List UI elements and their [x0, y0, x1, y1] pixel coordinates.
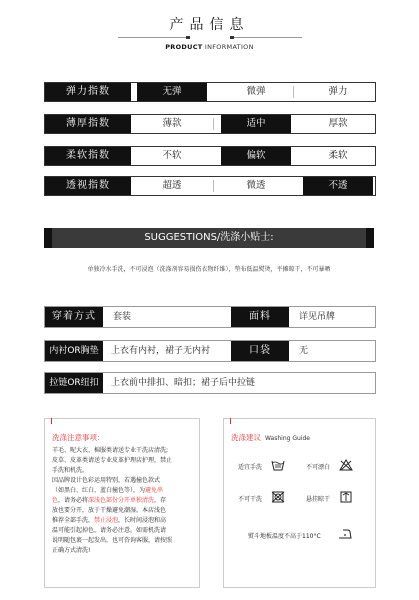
index-label: 薄厚指数 [45, 115, 131, 133]
pocket-label: 口袋 [231, 341, 289, 361]
wash-highlight: 色 [52, 497, 59, 504]
index-option-selected: 不透 [303, 177, 373, 195]
wash-notes-body [52, 446, 192, 556]
wear-style-label: 穿着方式 [45, 307, 103, 327]
subtitle-rest: INFORMATION [202, 43, 254, 51]
wash-line [52, 496, 192, 506]
wash-highlight: 避免串 [145, 487, 164, 494]
iron-icon [338, 528, 352, 540]
hand-wash-icon [271, 459, 285, 471]
care-label-no-bleach: 不可漂白 [306, 464, 331, 471]
page-title: 产品信息 [169, 17, 250, 33]
wash-line [52, 516, 192, 526]
lining-value: 上衣有内衬，裙子无内衬 [111, 346, 211, 356]
wash-line: 温可能引起掉色，请务必注意。如需机洗请 [52, 527, 167, 534]
wash-line-part: ，长时间浸泡和高 [118, 517, 167, 524]
index-label: 弹力指数 [45, 83, 131, 101]
fabric-value: 详见吊牌 [299, 312, 336, 322]
zipper-value: 上衣前中排扣、暗扣；裙子后中拉链 [111, 378, 256, 388]
care-label-no-dry-clean: 不可干洗 [238, 496, 263, 503]
wash-line: 因品牌设计色彩运用特别，若遇撞色款式 [52, 477, 161, 484]
banner-edge-left [44, 228, 52, 248]
care-label-hand-wash: 适宜手洗 [238, 464, 263, 471]
box-corner-mark [51, 418, 52, 424]
lining-label: 内衬OR胸垫 [45, 341, 103, 361]
wash-line: 手洗和机洗。 [52, 467, 89, 474]
index-label: 透视指数 [45, 177, 131, 195]
index-divider [293, 86, 294, 98]
lining-row [44, 340, 376, 362]
care-guide-box [223, 418, 376, 588]
suggestions-title: SUGGESTIONS/洗涤小贴士: [144, 232, 274, 243]
index-option: 微透 [246, 180, 266, 191]
wash-notes-title: 洗涤注意事项： [52, 433, 105, 442]
fabric-label: 面料 [231, 307, 289, 327]
hang-dry-icon [339, 491, 353, 503]
thickness-index-row [44, 114, 376, 134]
page-subtitle [0, 43, 419, 51]
index-option: 不软 [162, 150, 182, 161]
banner-edge-right [366, 228, 374, 248]
subtitle-bold: PRODUCT [165, 43, 203, 51]
wash-line: 皮草、皮革类请送专业皮革护理店护理，禁止 [52, 457, 173, 464]
wash-line-part: ，请务必将 [58, 497, 89, 504]
wash-line-part: （如黑白、红白、蓝白撞色等），为 [52, 487, 146, 494]
care-guide-title [231, 432, 310, 443]
suggestions-banner [44, 228, 374, 248]
index-option: 薄款 [162, 118, 182, 129]
wash-line: 正确方式清洗! [52, 547, 91, 554]
wear-style-row [44, 306, 376, 328]
care-label-hang-dry: 悬挂晾干 [306, 496, 331, 503]
suggestions-text: 单独冷水手洗，不可浸泡（洗涤剂容易损伤衣物纤维），垫布低温熨烫，平摊晾干，不可暴晒 [87, 266, 331, 273]
index-divider [213, 118, 214, 130]
care-title-cn: 洗涤建议 [231, 433, 261, 442]
zipper-row [44, 372, 376, 394]
index-option-selected: 无弹 [137, 83, 207, 101]
index-option: 厚款 [328, 118, 348, 129]
title-rule-right [232, 37, 302, 38]
care-title-en: Washing Guide [265, 435, 310, 442]
wash-line: 说明随包裹一起发出，也可咨询客服，请按照 [52, 537, 173, 544]
index-option: 超透 [162, 180, 182, 191]
wash-line-part: ，存 [154, 497, 167, 504]
box-corner-mark [230, 418, 231, 424]
index-option: 柔软 [328, 150, 348, 161]
wash-line-part: 推荐全部手洗， [52, 517, 95, 524]
no-bleach-icon [339, 459, 353, 471]
wear-style-value: 套装 [113, 312, 132, 322]
title-rule-left [118, 37, 188, 38]
index-option: 弹力 [328, 86, 348, 97]
index-label: 柔软指数 [45, 147, 131, 165]
wash-line: 放也要分开，放于干燥避免潮湿。本店浅色 [52, 507, 167, 514]
transparency-index-row [44, 176, 376, 196]
title-rule-dot-right [230, 36, 234, 39]
wash-line [52, 486, 192, 496]
softness-index-row [44, 146, 376, 166]
care-label-iron: 熨斗地板温度不高于110°C [248, 533, 321, 540]
elasticity-index-row [44, 82, 376, 102]
wash-highlight: 深浅色部份分开单独清洗 [88, 497, 155, 504]
wash-highlight: 禁止浸泡 [94, 517, 119, 524]
index-option-selected: 偏软 [221, 147, 291, 165]
zipper-label: 拉链OR纽扣 [45, 373, 103, 393]
title-rule-dot-left [186, 36, 190, 39]
index-option: 微弹 [246, 86, 266, 97]
no-dry-clean-icon [271, 491, 285, 503]
index-option-selected: 适中 [221, 115, 291, 133]
wash-line: 羊毛、呢大衣、棉服类请送专业干洗店清洗; [52, 447, 169, 454]
pocket-value: 无 [299, 346, 309, 356]
index-divider [213, 180, 214, 192]
